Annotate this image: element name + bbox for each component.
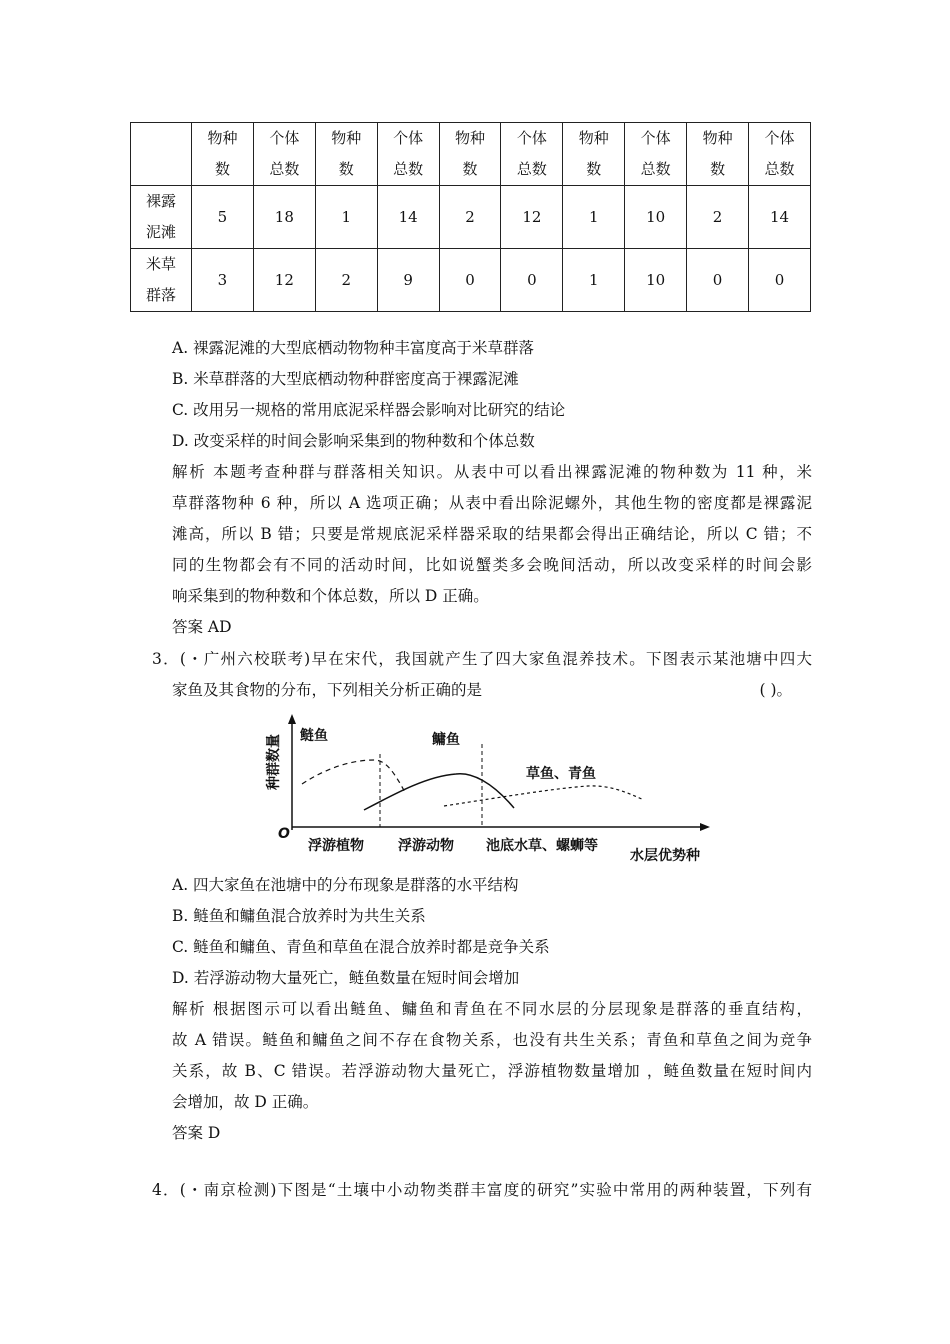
header-text: 数 xyxy=(710,160,726,178)
zone-label: 浮游动物 xyxy=(398,838,454,854)
header-text: 物种 xyxy=(331,129,362,147)
table-cell: 1 xyxy=(315,186,377,249)
table-cell: 18 xyxy=(253,186,315,249)
table-cell: 9 xyxy=(377,249,439,312)
y-axis-label: 种群数量 xyxy=(266,734,282,790)
table-header-cell xyxy=(315,123,377,186)
bighead-carp-curve xyxy=(364,774,514,810)
q2-options xyxy=(172,333,812,457)
table-header-cell xyxy=(749,123,811,186)
q3-stem-line2: 家鱼及其食物的分布，下列相关分析正确的是 xyxy=(172,681,483,699)
analysis-line: 草群落物种 6 种，所以 A 选项正确；从表中看出除泥螺外，其他生物的密度都是裸露泥 xyxy=(172,494,812,512)
table-row-label xyxy=(131,186,192,249)
header-text: 物种 xyxy=(455,129,486,147)
option-d: D. 改变采样的时间会影响采集到的物种数和个体总数 xyxy=(172,432,535,450)
q4-stem xyxy=(152,1175,812,1206)
option-c: C. 鲢鱼和鳙鱼、青鱼和草鱼在混合放养时都是竞争关系 xyxy=(172,938,550,956)
zone-label: 池底水草、螺蛳等 xyxy=(486,838,598,854)
table-cell: 0 xyxy=(501,249,563,312)
header-text: 物种 xyxy=(702,129,733,147)
header-text: 数 xyxy=(462,160,478,178)
option-c: C. 改用另一规格的常用底泥采样器会影响对比研究的结论 xyxy=(172,401,566,419)
option-b: B. 鲢鱼和鳙鱼混合放养时为共生关系 xyxy=(172,907,426,925)
header-text: 数 xyxy=(586,160,602,178)
option-a: A. 四大家鱼在池塘中的分布现象是群落的水平结构 xyxy=(172,876,519,894)
fish-distribution-figure xyxy=(258,712,718,862)
row-label-text: 群落 xyxy=(145,286,176,304)
species-table xyxy=(130,122,811,312)
header-text: 总数 xyxy=(393,160,424,178)
y-axis-arrow xyxy=(288,714,296,724)
analysis-line: 滩高，所以 B 错；只要是常规底泥采样器采取的结果都会得出正确结论，所以 C 错；不 xyxy=(172,525,812,543)
analysis-line: 解析 根据图示可以看出鲢鱼、鳙鱼和青鱼在不同水层的分层现象是群落的垂直结构， xyxy=(172,1000,812,1018)
answer: 答案 D xyxy=(172,1124,221,1142)
silver-carp-curve xyxy=(302,760,406,794)
table-cell: 2 xyxy=(315,249,377,312)
header-text: 总数 xyxy=(516,160,547,178)
label-bighead-carp: 鳙鱼 xyxy=(432,732,460,748)
analysis-line: 故 A 错误。鲢鱼和鳙鱼之间不存在食物关系，也没有共生关系；青鱼和草鱼之间为竞争 xyxy=(172,1031,812,1049)
grass-black-carp-curve xyxy=(444,786,644,806)
table-cell: 0 xyxy=(687,249,749,312)
header-text: 个体 xyxy=(640,129,671,147)
header-text: 个体 xyxy=(516,129,547,147)
label-grass-black-carp: 草鱼、青鱼 xyxy=(526,766,596,782)
table-cell: 14 xyxy=(377,186,439,249)
header-text: 个体 xyxy=(764,129,795,147)
x-axis-label: 水层优势种 xyxy=(630,848,700,862)
q3-options xyxy=(172,870,812,994)
table-cell: 5 xyxy=(192,186,254,249)
row-label-text: 泥滩 xyxy=(145,223,176,241)
label-silver-carp: 鲢鱼 xyxy=(300,728,328,744)
table-header-cell xyxy=(377,123,439,186)
zone-label: 浮游植物 xyxy=(308,838,364,854)
table-cell: 14 xyxy=(749,186,811,249)
table-cell: 0 xyxy=(439,249,501,312)
table-cell: 1 xyxy=(563,186,625,249)
table-row xyxy=(131,249,811,312)
header-text: 物种 xyxy=(578,129,609,147)
q2-analysis xyxy=(172,457,812,643)
option-d: D. 若浮游动物大量死亡，鲢鱼数量在短时间会增加 xyxy=(172,969,520,987)
origin-label: O xyxy=(278,826,290,842)
header-text: 总数 xyxy=(640,160,671,178)
row-label-text: 裸露 xyxy=(145,192,176,210)
table-cell: 2 xyxy=(687,186,749,249)
table-header-cell xyxy=(439,123,501,186)
table-cell: 10 xyxy=(625,186,687,249)
table-cell: 0 xyxy=(749,249,811,312)
analysis-line: 会增加，故 D 正确。 xyxy=(172,1093,319,1111)
answer: 答案 AD xyxy=(172,618,232,636)
header-text: 个体 xyxy=(269,129,300,147)
table-cell: 10 xyxy=(625,249,687,312)
x-axis-arrow xyxy=(700,823,710,831)
table-header-cell xyxy=(563,123,625,186)
analysis-line: 同的生物都会有不同的活动时间，比如说蟹类多会晚间活动，所以改变采样的时间会影 xyxy=(172,556,812,574)
table-header-cell xyxy=(501,123,563,186)
analysis-line: 关系，故 B、C 错误。若浮游动物大量死亡，浮游植物数量增加 ，鲢鱼数量在短时间内 xyxy=(172,1062,812,1080)
table-cell: 3 xyxy=(192,249,254,312)
table-row-label xyxy=(131,249,192,312)
table-cell: 12 xyxy=(501,186,563,249)
table-header-row xyxy=(131,123,811,186)
q4-stem-line1: 4．(・南京检测)下图是“土壤中小动物类群丰富度的研究”实验中常用的两种装置，下列有 xyxy=(152,1181,812,1199)
answer-paren: ( )。 xyxy=(759,681,792,699)
table-header-cell xyxy=(687,123,749,186)
table-corner-cell xyxy=(131,123,192,186)
table-header-cell xyxy=(625,123,687,186)
analysis-line: 解析 本题考查种群与群落相关知识。从表中可以看出裸露泥滩的物种数为 11 种，米 xyxy=(172,463,812,481)
option-b: B. 米草群落的大型底栖动物种群密度高于裸露泥滩 xyxy=(172,370,519,388)
header-text: 数 xyxy=(214,160,230,178)
table-cell: 12 xyxy=(253,249,315,312)
header-text: 数 xyxy=(338,160,354,178)
q3-stem-line1: 3．(・广州六校联考)早在宋代，我国就产生了四大家鱼混养技术。下图表示某池塘中四大 xyxy=(152,650,812,668)
q3-stem xyxy=(152,644,812,706)
q3-analysis xyxy=(172,994,812,1149)
header-text: 物种 xyxy=(207,129,238,147)
table-row xyxy=(131,186,811,249)
analysis-line: 响采集到的物种数和个体总数，所以 D 正确。 xyxy=(172,587,489,605)
row-label-text: 米草 xyxy=(145,255,176,273)
table-header-cell xyxy=(192,123,254,186)
table-cell: 1 xyxy=(563,249,625,312)
option-a: A. 裸露泥滩的大型底栖动物物种丰富度高于米草群落 xyxy=(172,339,535,357)
header-text: 总数 xyxy=(269,160,300,178)
table-header-cell xyxy=(253,123,315,186)
header-text: 总数 xyxy=(764,160,795,178)
table-cell: 2 xyxy=(439,186,501,249)
header-text: 个体 xyxy=(393,129,424,147)
